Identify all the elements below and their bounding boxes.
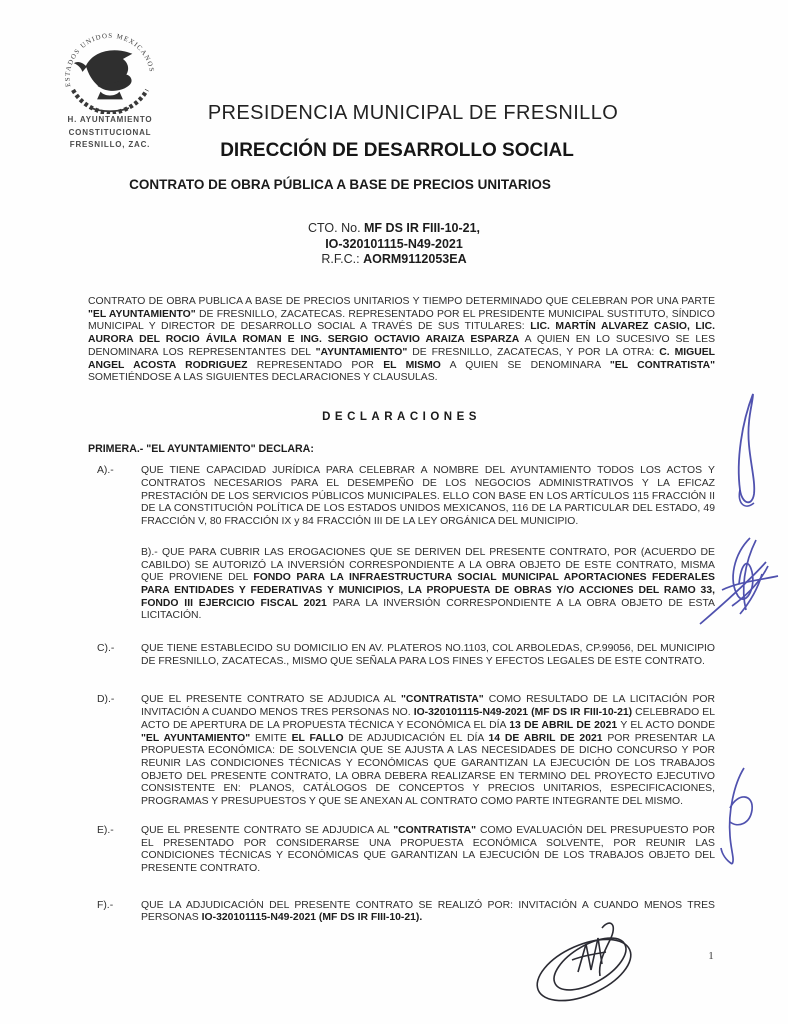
item-label: A).-: [97, 465, 114, 477]
seal-arc-text: ESTADOS UNIDOS MEXICANOS: [64, 32, 156, 88]
declaration-item-d: [88, 694, 715, 808]
org-name-line: CONSTITUCIONAL: [68, 127, 152, 137]
tender-number-line: IO-320101115-N49-2021: [325, 236, 463, 251]
item-label: [88, 547, 141, 623]
document-body: [88, 296, 715, 925]
item-text: B).- QUE PARA CUBRIR LAS EROGACIONES QUE SE DERIVEN DEL PRESENTE CONTRATO, POR (ACUERDO DE CABILDO) SE AUTORIZÓ LA INVERSIÓN CORRESPONDIENTE A LA OBRA OBJETO DE ESTE CONTRATO, MISMA QUE PROVIENE DEL FONDO PARA LA INFRAESTRUCTURA SOCIAL MUNICIPAL APORTACIONES FEDERALES PARA ENTIDADES Y FEDERATIVAS Y MUNICIPIOS, LA PROPUESTA DE OBRAS Y/O ACCIONES DEL RAMO 33, FONDO III EJERCICIO FISCAL 2021 PARA LA INVERSIÓN CORRESPONDIENTE A LA OBRA OBJETO DE ESTA LICITACIÓN.: [141, 546, 715, 622]
declaration-item-e: [88, 825, 715, 876]
contract-type-title: CONTRATO DE OBRA PÚBLICA A BASE DE PRECIOS UNITARIOS: [129, 177, 551, 192]
item-label: C).-: [97, 643, 115, 655]
page-number: 1: [708, 950, 714, 962]
page-title: PRESIDENCIA MUNICIPAL DE FRESNILLO: [207, 102, 619, 124]
contract-number-block: [0, 221, 788, 268]
item-text: QUE LA ADJUDICACIÓN DEL PRESENTE CONTRATO SE REALIZÓ POR: INVITACIÓN A CUANDO MENOS TRES PERSONAS IO-320101115-N49-2021 (MF DS IR FIII-10-21).: [141, 899, 715, 924]
item-label: F).-: [97, 899, 114, 911]
intro-paragraph: CONTRATO DE OBRA PUBLICA A BASE DE PRECIOS UNITARIOS Y TIEMPO DETERMINADO QUE CELEBRAN POR UNA PARTE "EL AYUNTAMIENTO" DE FRESNILLO, ZACATECAS. REPRESENTADO POR EL PRESIDENTE MUNICIPAL SUSTITUTO, SÍNDICO MUNICIPAL Y DIRECTOR DE DESARROLLO SOCIAL A TRAVÉS DE SUS TITULARES: LIC. MARTÍN ALVAREZ CASIO, LIC. AURORA DEL ROCIO ÁVILA ROMAN E ING. SERGIO OCTAVIO ARAIZA ESPARZA A QUIEN EN LO SUCESIVO SE LES DENOMINARA LOS REPRESENTANTES DEL "AYUNTAMIENTO" DE FRESNILLO, ZACATECAS, Y POR LA OTRA: C. MIGUEL ANGEL ACOSTA RODRIGUEZ REPRESENTADO POR EL MISMO A QUIEN SE DENOMINARA "EL CONTRATISTA" SOMETIÉNDOSE A LAS SIGUIENTES DECLARACIONES Y CLAUSULAS.: [88, 296, 716, 384]
declaration-item-b: [88, 547, 715, 623]
org-name-line: FRESNILLO, ZAC.: [69, 140, 151, 149]
ink-initial-mark-3: [712, 764, 768, 868]
declaration-item-a: [88, 465, 715, 529]
org-name-line: H. AYUNTAMIENTO: [67, 115, 153, 124]
header-logo-block: [46, 28, 174, 152]
rfc-line: R.F.C.: AORM9112053EA: [321, 252, 467, 266]
declaration-item-c: [88, 643, 715, 668]
primera-heading: PRIMERA.- "EL AYUNTAMIENTO" DECLARA:: [88, 442, 314, 455]
signature-scribble: [528, 916, 648, 1010]
item-label: E).-: [97, 824, 114, 836]
eagle-emblem: [74, 50, 132, 99]
contract-number-line: CTO. No. MF DS IR FIII-10-21,: [307, 221, 481, 235]
item-label: D).-: [97, 694, 115, 706]
ink-initial-mark-1: [728, 390, 770, 516]
department-title: DIRECCIÓN DE DESARROLLO SOCIAL: [220, 140, 574, 161]
declarations-title: DECLARACIONES: [322, 410, 481, 423]
ink-initial-mark-2: [694, 534, 782, 636]
item-text: QUE EL PRESENTE CONTRATO SE ADJUDICA AL "CONTRATISTA" COMO RESULTADO DE LA LICITACIÓN POR INVITACIÓN A CUANDO MENOS TRES PERSONAS NO. IO-320101115-N49-2021 (MF DS IR FIII-10-21) CELEBRADO EL ACTO DE APERTURA DE LA PROPUESTA TÉCNICA Y ECONÓMICA EL DÍA 13 DE ABRIL DE 2021 Y EL ACTO DONDE "EL AYUNTAMIENTO" EMITE EL FALLO DE ADJUDICACIÓN EL DÍA 14 DE ABRIL DE 2021 POR PRESENTAR LA PROPUESTA ECONÓMICA: DE SOLVENCIA QUE SE AJUSTA A LAS NECESIDADES DE DICHO CONCURSO Y POR REUNIR LAS CONDICIONES TÉCNICAS Y ECONÓMICAS QUE GARANTIZAN LA EJECUCIÓN DE LOS TRABAJOS OBJETO DEL PRESENTE CONTRATO, LA OBRA DEBERA REALIZARSE EN TERMINO DEL PROYECTO EJECUTIVO CONSISTENTE EN: PLANOS, CATÁLOGOS DE CONCEPTOS Y PRECIOS UNITARIOS, ESPECIFICACIONES, PROGRAMAS Y PRESUPUESTOS Y QUE SE ANEXAN AL CONTRATO COMO PARTE INTEGRANTE DEL MISMO.: [141, 694, 715, 808]
item-text: QUE TIENE CAPACIDAD JURÍDICA PARA CELEBRAR A NOMBRE DEL AYUNTAMIENTO TODOS LOS ACTOS Y CONTRATOS NECESARIOS PARA EL DESEMPEÑO DE LOS NEGOCIOS ADMINISTRATIVOS Y LA EFICAZ PRESTACIÓN DE LOS SERVICIOS PÚBLICOS MUNICIPALES. ELLO CON BASE EN LOS ARTÍCULOS 115 FRACCIÓN II DE LA CONSTITUCIÓN POLÍTICA DE LOS ESTADOS UNIDOS MEXICANOS, 116 DE LA PARTICULAR DEL ESTADO, 49 FRACCIÓN V, 80 FRACCIÓN IX y 84 FRACCIÓN III DE LA LEY ORGÁNICA DEL MUNICIPIO.: [141, 465, 715, 528]
item-text: QUE TIENE ESTABLECIDO SU DOMICILIO EN AV. PLATEROS NO.1103, COL ARBOLEDAS, CP.99056, DEL MUNICIPIO DE FRESNILLO, ZACATECAS., MISMO QUE SEÑALA PARA LOS FINES Y EFECTOS LEGALES DE ESTE CONTRATO.: [141, 643, 715, 667]
item-text: QUE EL PRESENTE CONTRATO SE ADJUDICA AL "CONTRATISTA" COMO EVALUACIÓN DEL PRESUPUESTO POR EL PRESENTADO POR CONSIDERARSE UNA PROPUESTA ECONÓMICA SOLVENTE, POR REUNIR LAS CONDICIONES TÉCNICAS Y ECONÓMICAS QUE GARANTIZAN LA EJECUCIÓN DE LOS TRABAJOS OBJETO DEL PRESENTE CONTRATO.: [141, 824, 715, 874]
